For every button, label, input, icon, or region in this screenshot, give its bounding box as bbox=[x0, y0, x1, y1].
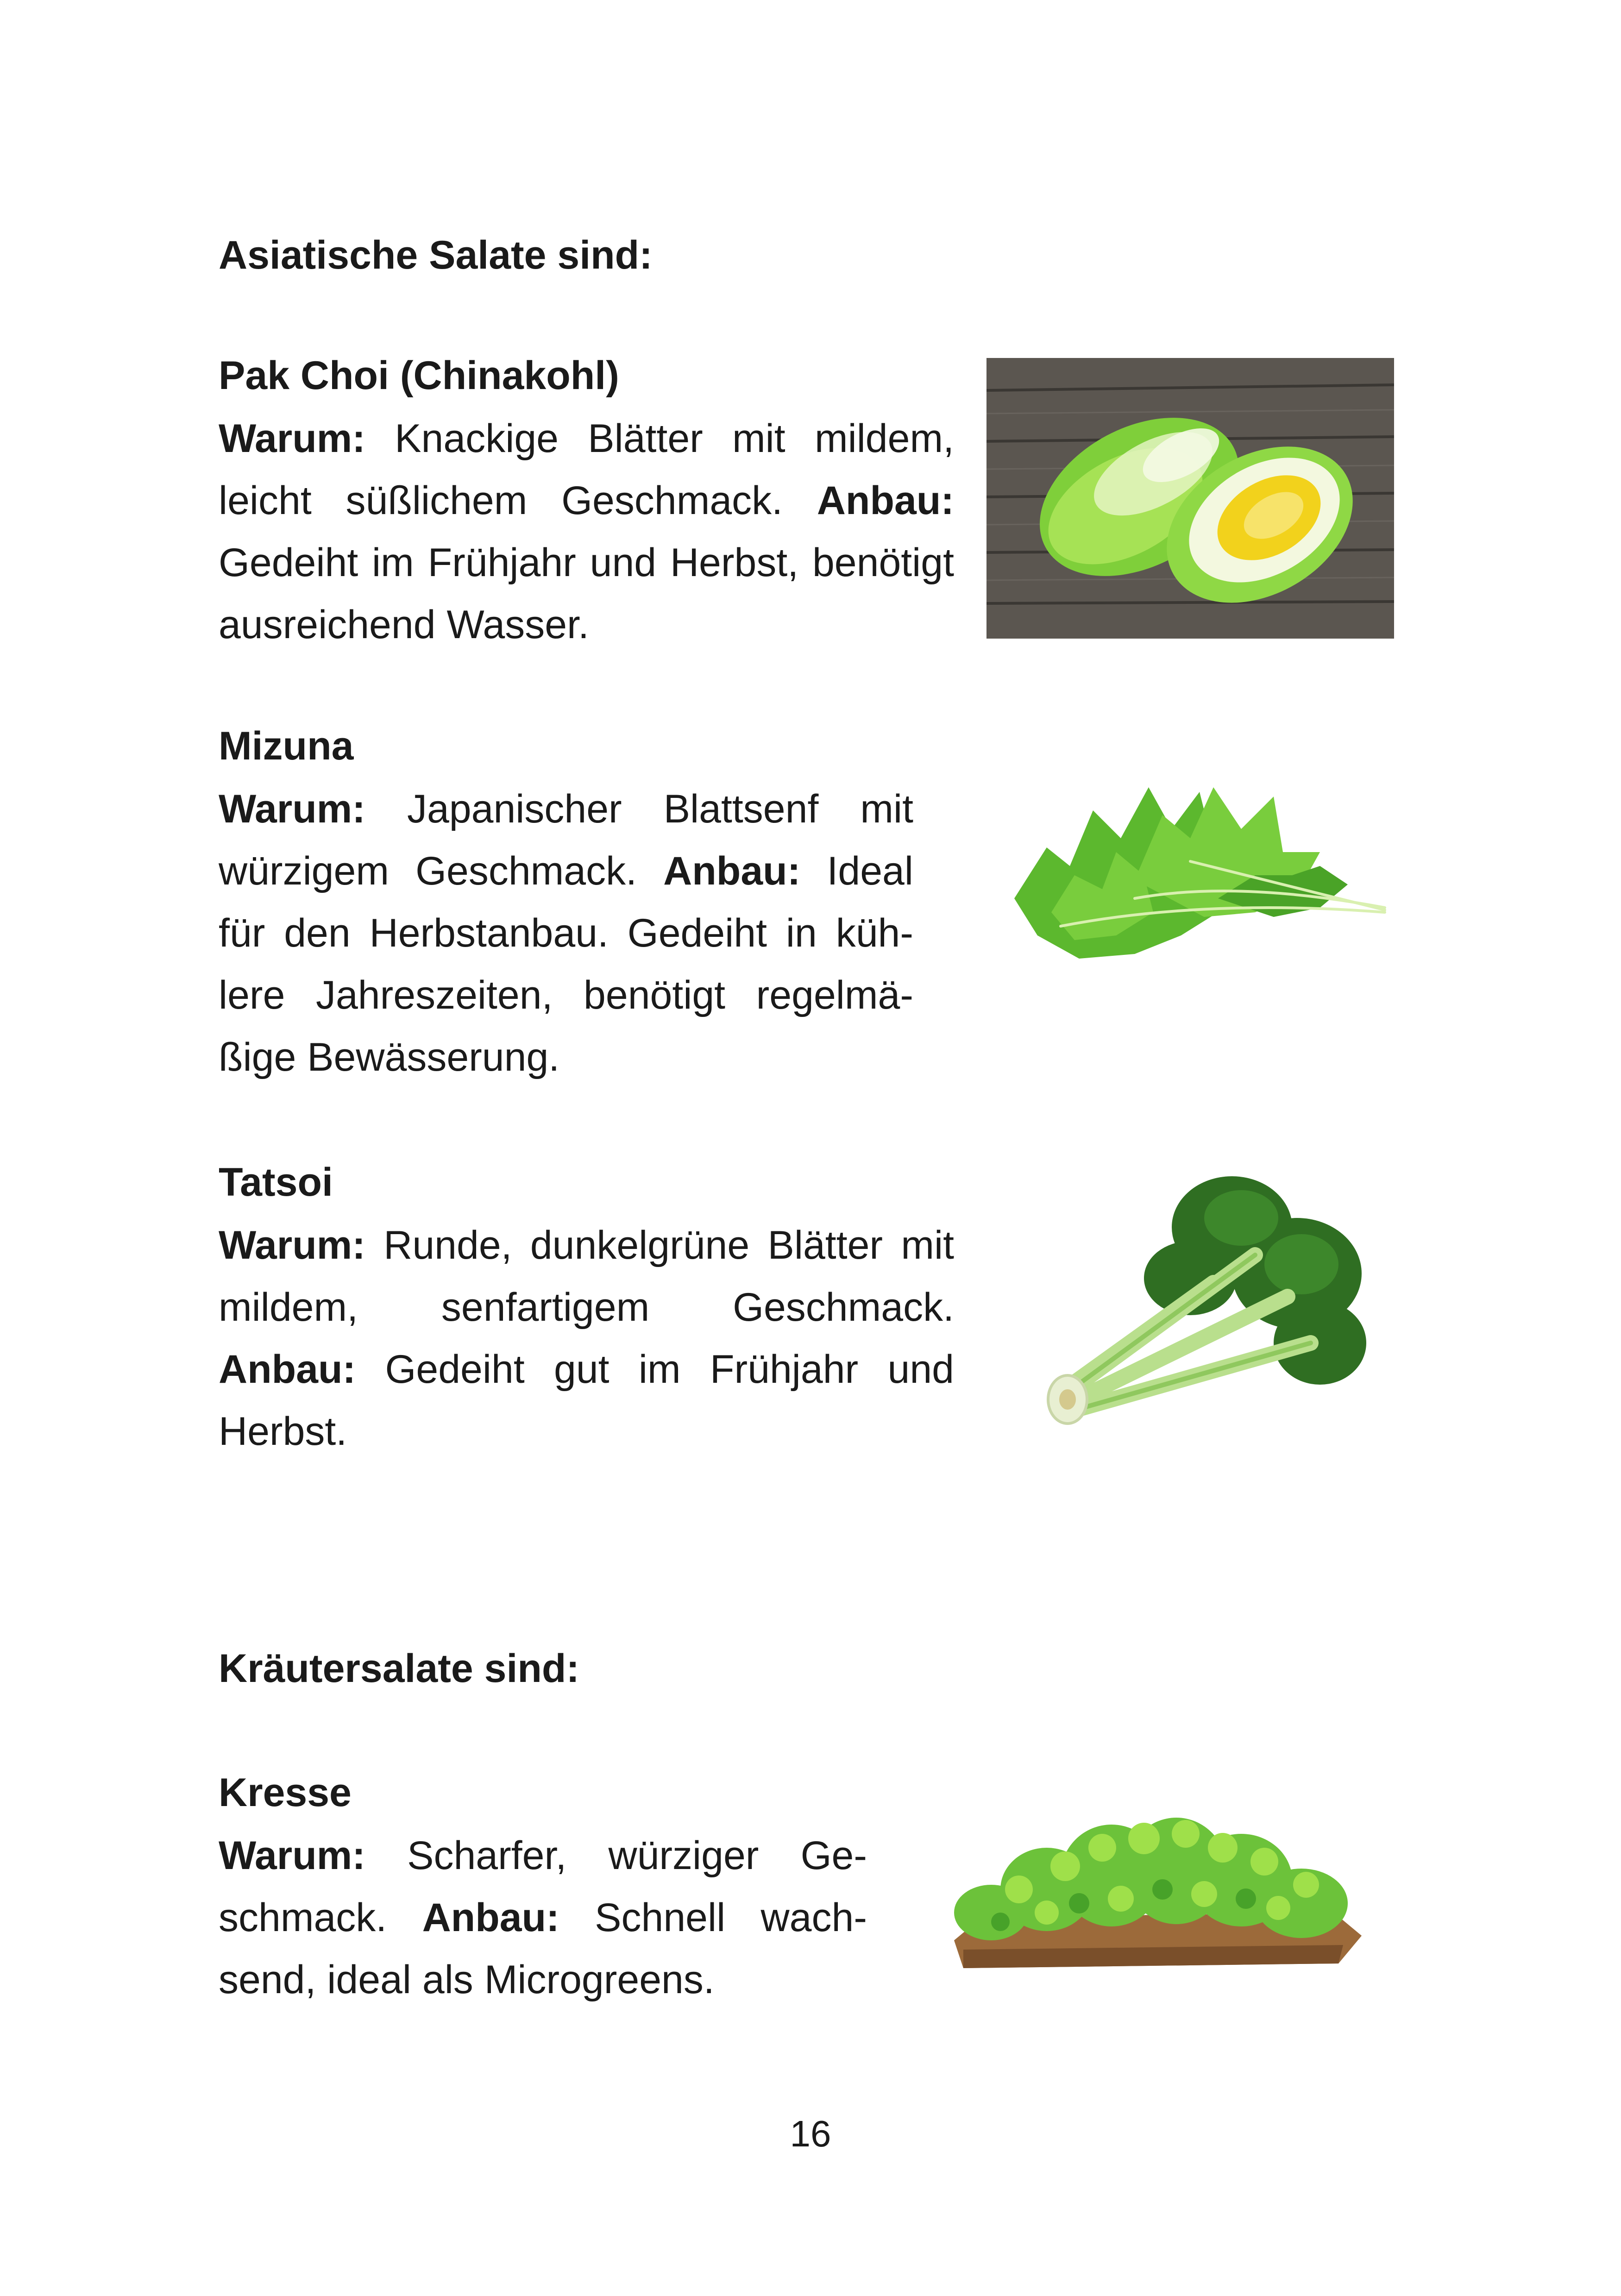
tatsoi-bunch-photo-icon bbox=[1037, 1172, 1371, 1436]
section-title-kraeutersalate: Kräutersalate sind: bbox=[219, 1646, 580, 1691]
page-number: 16 bbox=[790, 2113, 831, 2154]
warum-label: Warum: bbox=[219, 1833, 365, 1878]
anbau-label: Anbau: bbox=[422, 1895, 559, 1940]
entry-description bbox=[219, 1214, 954, 1462]
warum-label: Warum: bbox=[219, 1223, 365, 1267]
entry-title: Mizuna bbox=[219, 724, 354, 768]
entry-description bbox=[219, 778, 913, 1088]
entry-kresse bbox=[219, 1770, 867, 2011]
anbau-text: Gedeiht gut im Frühjahr und Herbst. bbox=[219, 1347, 954, 1454]
entry-title: Tatsoi bbox=[219, 1160, 333, 1204]
anbau-label: Anbau: bbox=[817, 478, 954, 523]
anbau-text: Schnell wachsend, ideal als Microgreens. bbox=[219, 1895, 867, 2002]
anbau-label: Anbau: bbox=[219, 1347, 356, 1392]
warum-text: Scharfer, würziger Geschmack. bbox=[219, 1833, 867, 1940]
warum-text: Knackige Blätter mit mildem, leicht süßlichem Geschmack. bbox=[219, 416, 954, 523]
entry-tatsoi bbox=[219, 1162, 954, 1462]
warum-text: Runde, dunkelgrüne Blätter mit mildem, senfartigem Geschmack. bbox=[219, 1223, 954, 1330]
napa-cabbage-photo-icon bbox=[986, 358, 1394, 639]
entry-title: Pak Choi (Chinakohl) bbox=[219, 353, 619, 398]
warum-label: Warum: bbox=[219, 787, 365, 831]
warum-label: Warum: bbox=[219, 416, 365, 461]
mizuna-leaves-photo-icon bbox=[996, 759, 1394, 982]
anbau-label: Anbau: bbox=[663, 849, 801, 893]
cress-sprouts-photo-icon bbox=[926, 1797, 1376, 1973]
entry-description bbox=[219, 408, 954, 656]
entry-description bbox=[219, 1825, 867, 2011]
entry-pak-choi bbox=[219, 353, 954, 656]
warum-text: Japanischer Blattsenf mit würzigem Geschmack. bbox=[219, 787, 913, 893]
section-title-asiatische-salate: Asiatische Salate sind: bbox=[219, 233, 653, 277]
entry-mizuna bbox=[219, 726, 913, 1088]
anbau-text: Ideal für den Herbstanbau. Gedeiht in kühlere Jahreszeiten, benötigt regelmäßige Bewässerung. bbox=[219, 849, 913, 1079]
entry-title: Kresse bbox=[219, 1770, 352, 1815]
anbau-text: Gedeiht im Frühjahr und Herbst, benötigt ausreichend Wasser. bbox=[219, 540, 954, 647]
